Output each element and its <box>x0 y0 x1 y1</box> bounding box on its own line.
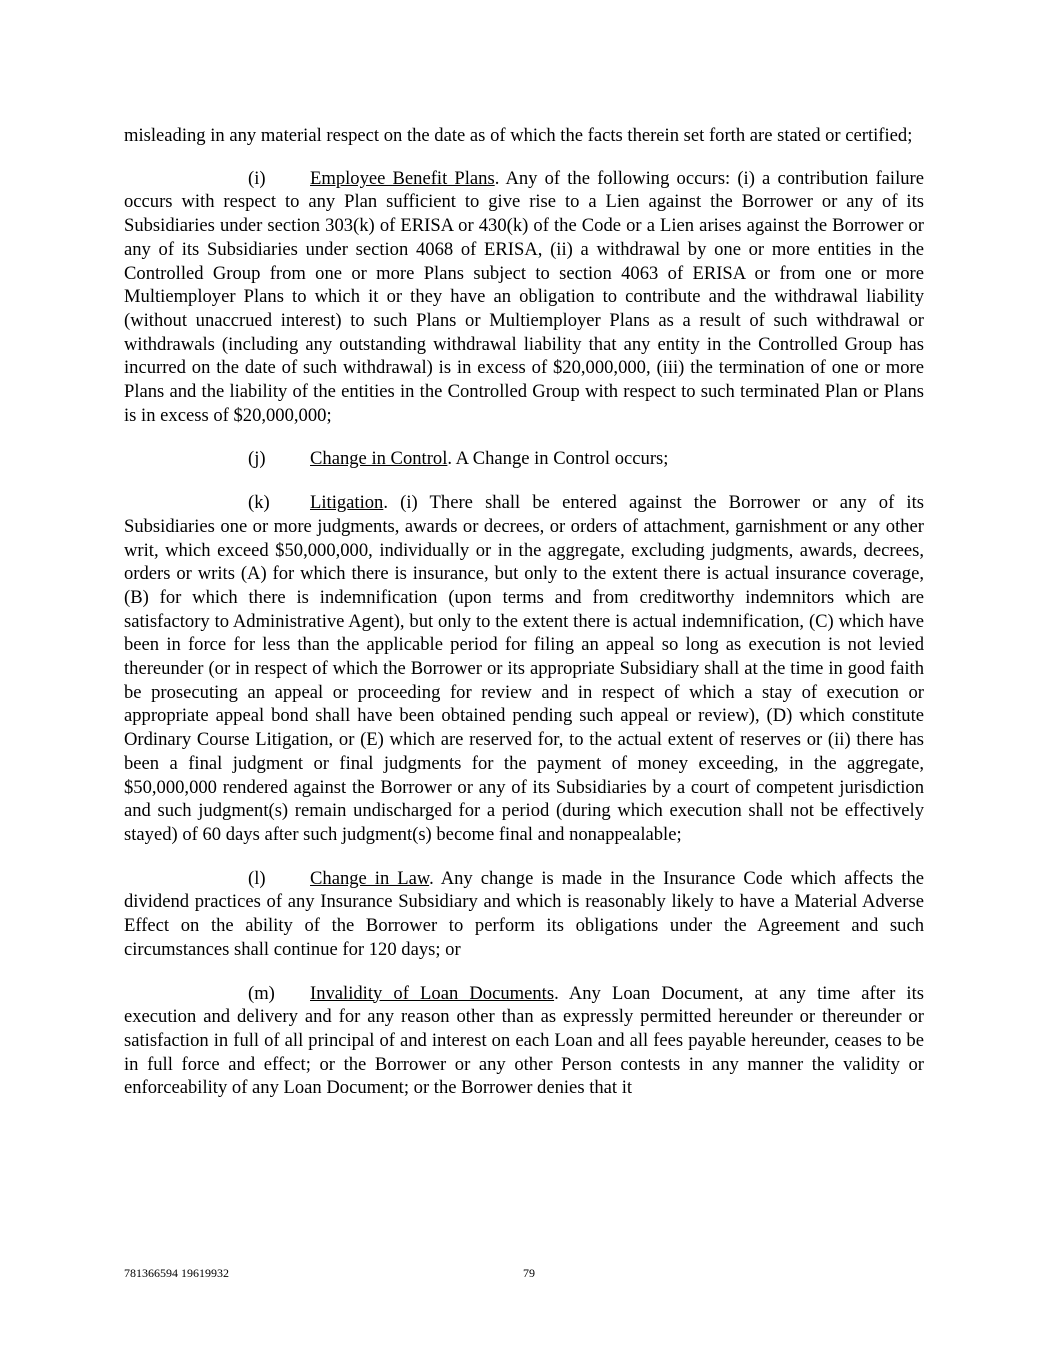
section-j-heading: Change in Control <box>310 448 448 470</box>
section-j-paragraph <box>124 447 924 471</box>
section-m-heading: Invalidity of Loan Documents <box>310 982 555 1004</box>
section-j-label: (j) <box>248 448 266 470</box>
section-i-paragraph <box>124 167 924 428</box>
section-i-heading: Employee Benefit Plans <box>310 167 495 189</box>
section-i-label: (i) <box>248 167 266 189</box>
section-k-paragraph <box>124 491 924 847</box>
section-m-paragraph <box>124 982 924 1101</box>
section-k-label: (k) <box>248 492 270 514</box>
footer-page-number: 79 <box>523 1266 535 1280</box>
section-j-body: . A Change in Control occurs; <box>447 448 669 470</box>
section-k-heading: Litigation <box>310 492 384 514</box>
section-m-body: . Any Loan Document, at any time after its execution and delivery and for any reason other than as expressly permitted hereunder or thereunder or satisfaction in full of all principal of and interest on each Loan and all fees payable hereunder, ceases to be in full force and effect; or the Borrower or any other Person contests in any manner the validity or enforceability of any Loan Document; or the Borrower denies that it <box>124 982 925 1099</box>
section-k-body: . (i) There shall be entered against the Borrower or any of its Subsidiaries one or more judgments, awards or decrees, or orders of attachment, garnishment or any other writ, which exceed $50,000,000, individually or in the aggregate, excluding judgments, awards, decrees, orders or writs (A) for which there is insurance, but only to the extent there is actual insurance coverage, (B) for which there is indemnification (upon terms and from creditworthy indemnitors which are satisfactory to Administrative Agent), but only to the extent there is actual indemnification, (C) which have been in force for less than the applicable period for filing an appeal so long as execution is not levied thereunder (or in respect of which the Borrower or its appropriate Subsidiary shall at the time in good faith be prosecuting an appeal or proceeding for review and in respect of which a stay of execution or appropriate appeal bond shall have been obtained pending such appeal or review), (D) which constitute Ordinary Course Litigation, or (E) which are reserved for, to the actual extent of reserves or (ii) there has been a final judgment or final judgments for the payment of money exceeding, in the aggregate, $50,000,000 rendered against the Borrower or any of its Subsidiaries by a court of competent jurisdiction and such judgment(s) remain undischarged for a period (during which execution shall not be effectively stayed) of 60 days after such judgment(s) become final and nonappealable; <box>124 492 924 845</box>
continuation-paragraph: misleading in any material respect on the date as of which the facts therein set forth are stated or certified; <box>124 125 913 146</box>
section-l-body: . Any change is made in the Insurance Code which affects the dividend practices of any Insurance Subsidiary and which is reasonably likely to have a Material Adverse Effect on the ability of the Borrower to perform its obligations under the Agreement and such circumstances shall continue for 120 days; or <box>124 867 924 960</box>
section-i-body: . Any of the following occurs: (i) a contribution failure occurs with respect to any Plan sufficient to give rise to a Lien against the Borrower or any of its Subsidiaries under section 303(k) of ERISA or 430(k) of the Code or a Lien arises against the Borrower or any of its Subsidiaries under section 4068 of ERISA, (ii) a withdrawal by one or more entities in the Controlled Group from one or more Plans subject to section 4063 of ERISA or from one or more Multiemployer Plans to which it or they have an obligation to contribute and the withdrawal liability (without unaccrued interest) to such Plans or Multiemployer Plans as a result of such withdrawal or withdrawals (including any outstanding withdrawal liability that any entity in the Controlled Group has incurred on the date of such withdrawal) is in excess of $20,000,000, (iii) the termination of one or more Plans and the liability of the entities in the Controlled Group with respect to such terminated Plan or Plans is in excess of $20,000,000; <box>124 167 924 426</box>
section-m-label: (m) <box>248 982 275 1004</box>
section-l-label: (l) <box>248 867 266 889</box>
section-l-heading: Change in Law <box>310 867 430 889</box>
footer-document-id: 781366594 19619932 <box>124 1266 229 1280</box>
section-l-paragraph <box>124 867 924 962</box>
document-body <box>124 124 924 1120</box>
